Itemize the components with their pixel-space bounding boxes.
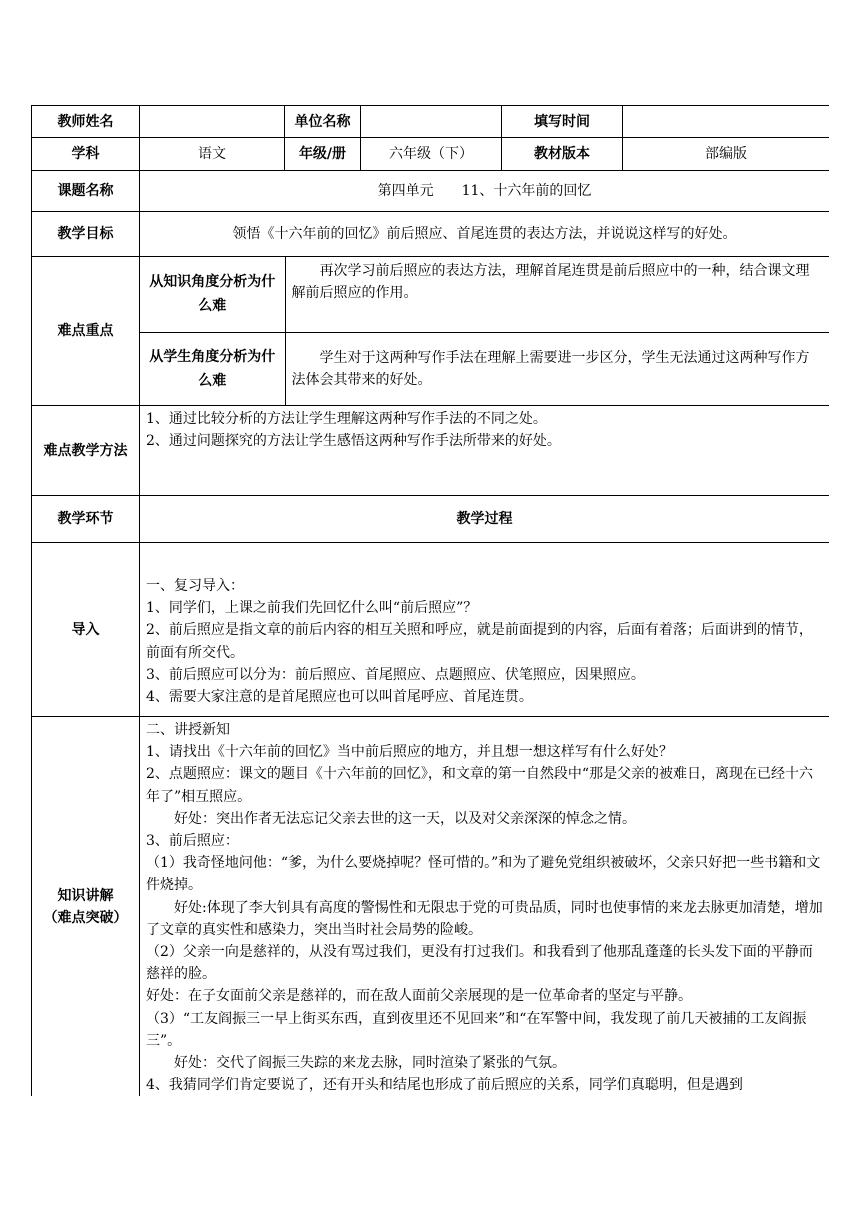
goal-label: 教学目标: [32, 212, 140, 257]
difficulty-label: 难点重点: [32, 257, 140, 406]
method-line-2: 2、通过问题探究的方法让学生感悟这两种写作手法所带来的好处。: [146, 433, 561, 449]
knowledge-label-line2: （难点突破）: [43, 909, 128, 926]
intro-content: [140, 543, 830, 717]
difficulty-row-student: [140, 332, 829, 405]
knowledge-label-line1: 知识讲解: [57, 887, 114, 904]
knowledge-line-11: 好处：交代了阎振三失踪的来龙去脉，同时渲染了紧张的气氛。: [174, 1055, 566, 1072]
method-label: 难点教学方法: [32, 406, 140, 496]
stage-header: 教学环节: [32, 496, 140, 543]
knowledge-line-8: （2）父亲一向是慈祥的，从没有骂过我们，更没有打过我们。和我看到了他那乱蓬蓬的长头发下面的平静而慈祥的脸。: [146, 944, 813, 983]
date-value: [623, 106, 830, 138]
grade-label: 年级/册: [285, 138, 361, 171]
intro-line-2: 1、同学们，上课之前我们先回忆什么叫“前后照应”？: [146, 600, 478, 617]
edition-label: 教材版本: [502, 138, 623, 171]
knowledge-line-6: （1）我奇怪地问他：“爹，为什么要烧掉呢？怪可惜的。”和为了避免党组织被破坏，父亲只好把一些书籍和文件烧掉。: [146, 855, 821, 894]
difficulty-row-knowledge: [140, 257, 829, 332]
difficulty-nested-table: [140, 257, 829, 405]
row-process-header: [32, 496, 830, 543]
knowledge-line-5: 3、前后照应：: [146, 833, 239, 850]
row-topic: [32, 171, 830, 212]
lesson-plan-page: [31, 105, 829, 1105]
row-goal: [32, 212, 830, 257]
row-method: [32, 406, 830, 496]
difficulty-detail: [140, 257, 830, 406]
row-difficulty: [32, 257, 830, 406]
row-knowledge: [32, 717, 830, 1097]
lesson-plan-table: [31, 105, 829, 1096]
intro-line-3: 2、前后照应是指文章的前后内容的相互关照和呼应，就是前面提到的内容，后面有着落；后面讲到的情节，前面有所交代。: [146, 622, 813, 661]
process-header: 教学过程: [140, 496, 830, 543]
grade-value: 六年级（下）: [361, 138, 502, 171]
knowledge-angle-text: 再次学习前后照应的表达方法，理解首尾连贯是前后照应中的一种，结合课文理解前后照应的作用。: [285, 257, 829, 332]
intro-line-1: 一、复习导入：: [146, 578, 244, 594]
subject-value: 语文: [140, 138, 285, 171]
student-angle-label: 从学生角度分析为什么难: [140, 332, 285, 405]
knowledge-angle-label: 从知识角度分析为什么难: [140, 257, 285, 332]
row-intro: [32, 543, 830, 717]
knowledge-line-3: 2、点题照应：课文的题目《十六年前的回忆》，和文章的第一自然段中“那是父亲的被难日，离现在已经十六年了”相互照应。: [146, 766, 814, 805]
knowledge-content: [140, 717, 830, 1097]
row-subject: [32, 138, 830, 171]
knowledge-line-4: 好处：突出作者无法忘记父亲去世的这一天，以及对父亲深深的悼念之情。: [174, 810, 636, 827]
teacher-label: 教师姓名: [32, 106, 140, 138]
teacher-value: [140, 106, 285, 138]
knowledge-label: [32, 717, 140, 1097]
intro-line-5: 4、需要大家注意的是首尾照应也可以叫首尾呼应、首尾连贯。: [146, 689, 533, 706]
knowledge-line-12: 4、我猜同学们肯定要说了，还有开头和结尾也形成了前后照应的关系，同学们真聪明，但是遇到: [146, 1077, 743, 1094]
intro-label: 导入: [32, 543, 140, 717]
knowledge-line-7: 好处:体现了李大钊具有高度的警惕性和无限忠于党的可贵品质，同时也使事情的来龙去脉更加清楚，增加了文章的真实性和感染力，突出当时社会局势的险峻。: [146, 899, 823, 938]
unit-label: 单位名称: [285, 106, 361, 138]
knowledge-line-2: 1、请找出《十六年前的回忆》当中前后照应的地方，并且想一想这样写有什么好处？: [146, 744, 673, 761]
knowledge-line-10: （3）“工友阎振三一早上街买东西，直到夜里还不见回来”和“在军警中间，我发现了前几天被捕的工友阎振三”。: [146, 1010, 807, 1049]
subject-label: 学科: [32, 138, 140, 171]
student-angle-text: 学生对于这两种写作手法在理解上需要进一步区分，学生无法通过这两种写作方法体会其带来的好处。: [291, 349, 810, 388]
topic-value: 第四单元 11、十六年前的回忆: [140, 171, 830, 212]
row-teacher: [32, 106, 830, 138]
method-content: [140, 406, 830, 496]
goal-value: 领悟《十六年前的回忆》前后照应、首尾连贯的表达方法，并说说这样写的好处。: [140, 212, 830, 257]
method-line-1: 1、通过比较分析的方法让学生理解这两种写作手法的不同之处。: [146, 411, 547, 427]
knowledge-line-1: 二、讲授新知: [146, 722, 230, 738]
date-label: 填写时间: [502, 106, 623, 138]
knowledge-line-9: 好处：在子女面前父亲是慈祥的，而在敌人面前父亲展现的是一位革命者的坚定与平静。: [146, 988, 692, 1005]
topic-label: 课题名称: [32, 171, 140, 212]
unit-value: [361, 106, 502, 138]
edition-value: 部编版: [623, 138, 830, 171]
intro-line-4: 3、前后照应可以分为：前后照应、首尾照应、点题照应、伏笔照应，因果照应。: [146, 666, 645, 683]
